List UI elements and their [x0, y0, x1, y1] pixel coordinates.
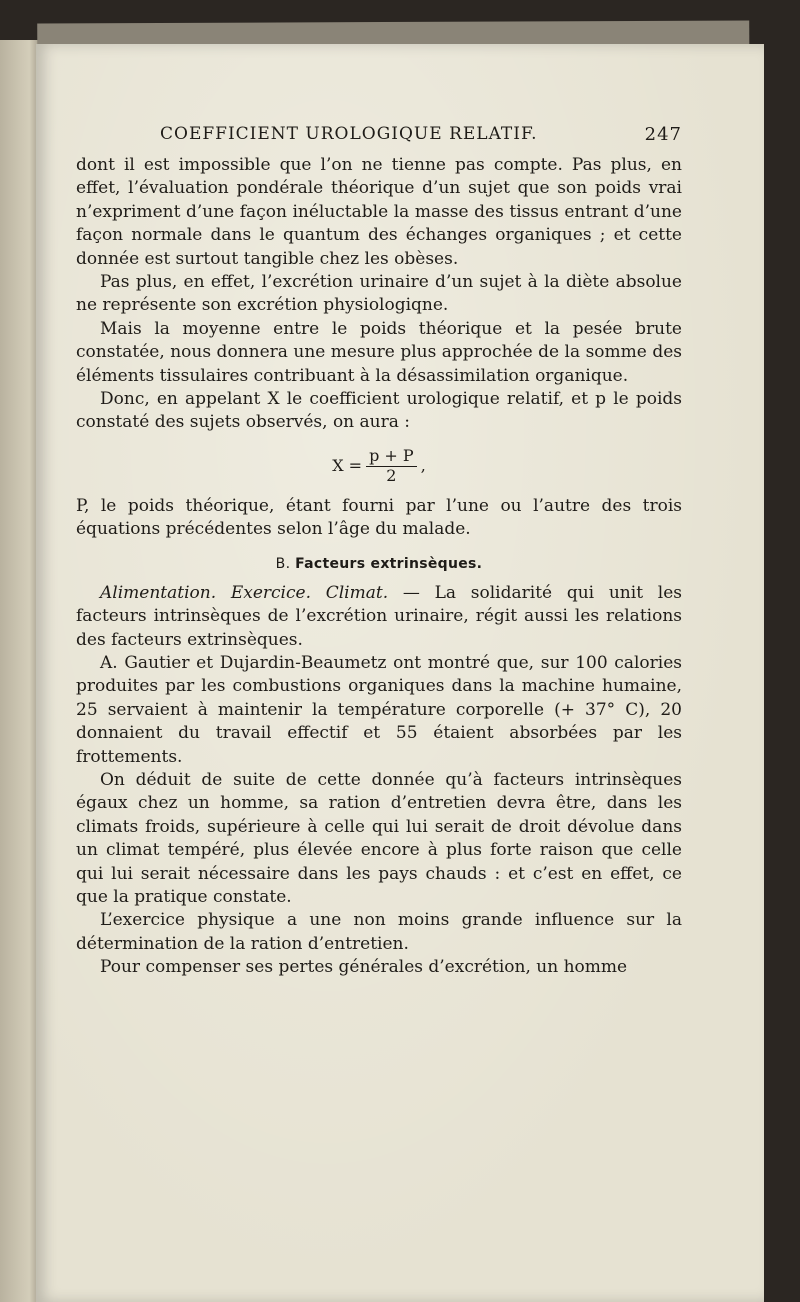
running-title: COEFFICIENT UROLOGIQUE RELATIF.	[160, 124, 538, 144]
running-header	[76, 124, 682, 154]
section-title: Facteurs extrinsèques.	[295, 555, 483, 572]
section-heading	[76, 556, 682, 572]
formula-lhs: X =	[332, 456, 363, 476]
formula-numerator: p + P	[366, 447, 417, 467]
paragraph-2: Pas plus, en effet, l’excrétion urinaire d’un sujet à la diète absolue ne représente son excrétion physiologiqne.	[76, 272, 682, 316]
paragraph-6	[76, 582, 682, 652]
paragraph-1: dont il est impossible que l’on ne tienne pas compte. Pas plus, en effet, l’évaluation pondérale théorique d’un sujet que son poids vrai n’expriment d’une façon inéluctable la masse des tissus entrant d’une façon normale dans le quantum des échanges organiques ; et cette donnée est surtout tangible chez les obèses.	[76, 155, 682, 269]
formula-trailing-comma: ,	[420, 456, 426, 476]
page-number: 247	[644, 124, 682, 145]
page-content	[76, 124, 682, 980]
paragraph-4: Donc, en appelant X le coefficient urologique relatif, et p le poids constaté des sujets observés, on aura :	[76, 389, 682, 433]
paragraph-6-text: — La solidarité qui unit les facteurs intrinsèques de l’excrétion urinaire, régit aussi les relations des facteurs extrinsèques.	[76, 582, 682, 650]
formula	[76, 443, 682, 489]
paragraph-5: P, le poids théorique, étant fourni par l’une ou l’autre des trois équations précédentes selon l’âge du malade.	[76, 495, 682, 540]
formula-denominator: 2	[386, 465, 397, 485]
paragraph-10: Pour compenser ses pertes générales d’excrétion, un homme	[100, 957, 628, 978]
book-page	[36, 44, 764, 1302]
section-prefix: B.	[275, 555, 291, 572]
paragraph-9: L’exercice physique a une non moins grande influence sur la détermination de la ration d’entretien.	[76, 910, 682, 954]
paragraph-8: On déduit de suite de cette donnée qu’à facteurs intrinsèques égaux chez un homme, sa ration d’entretien devra être, dans les climats froids, supérieure à celle qui lui serait de droit dévolue dans un climat tempéré, plus élevée encore à plus forte raison que celle qui lui serait nécessaire dans les pays chauds : et c’est en effet, ce que la pratique constate.	[76, 769, 682, 907]
paragraph-6-italic-lead: Alimentation. Exercice. Climat.	[100, 582, 389, 603]
paragraph-7: A. Gautier et Dujardin-Beaumetz ont montré que, sur 100 calories produites par les combustions organiques dans la machine humaine, 25 servaient à maintenir la température corporelle (+ 37° C), 20 donnaient du travail effectif et 55 étaient absorbées par les frottements.	[76, 652, 682, 767]
formula-fraction	[366, 447, 417, 485]
paragraph-3: Mais la moyenne entre le poids théorique et la pesée brute constatée, nous donnera une mesure plus approchée de la somme des éléments tissulaires contribuant à la désassimilation organique.	[76, 318, 682, 386]
